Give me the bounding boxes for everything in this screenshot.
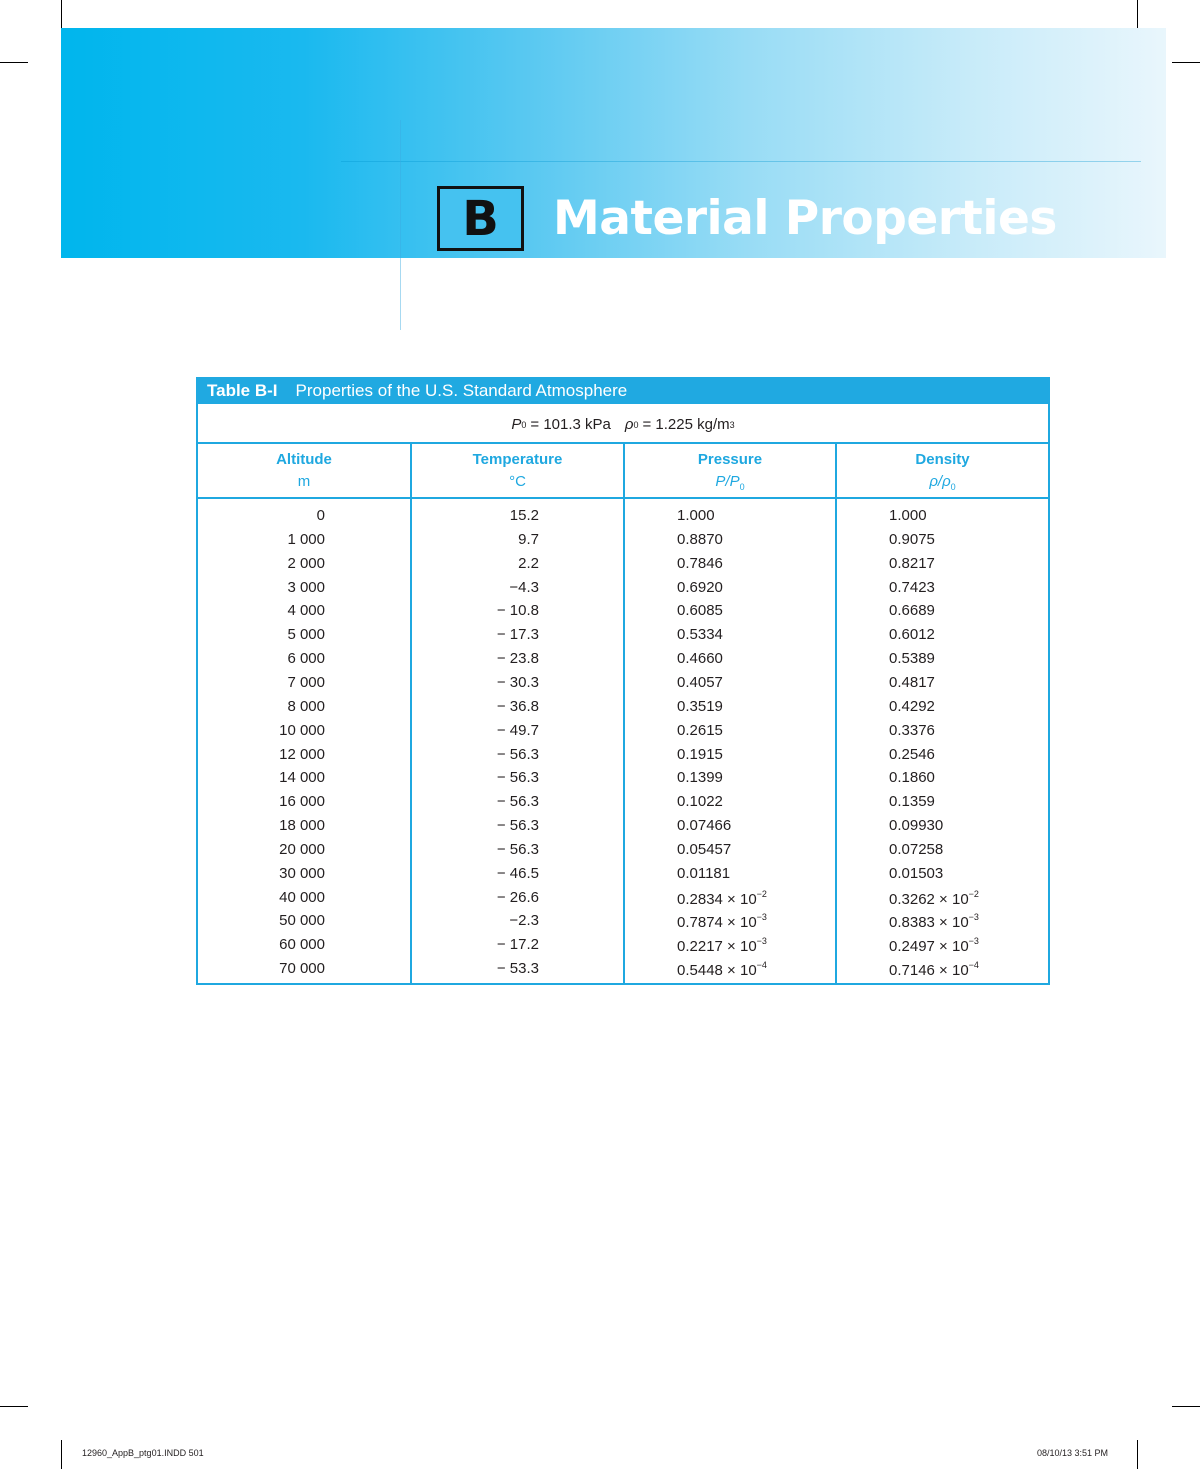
- cell-value: 0.07466: [677, 817, 732, 834]
- cell-value: 0.05457: [677, 841, 732, 858]
- column-unit: °C: [509, 473, 526, 490]
- cell-value: 2.2: [518, 555, 539, 572]
- cell-value: 0.5448 × 10: [677, 962, 757, 979]
- cell-altitude: [220, 722, 325, 739]
- cell-pressure: [677, 746, 827, 763]
- cell-value: 18 000: [279, 817, 325, 834]
- cell-value: − 49.7: [496, 722, 539, 739]
- cell-temperature: [440, 746, 539, 763]
- cell-value: 1 000: [287, 531, 325, 548]
- cell-value: − 56.3: [496, 769, 539, 786]
- cell-altitude: [220, 817, 325, 834]
- cell-value: − 53.3: [496, 960, 539, 977]
- cell-value: 7 000: [287, 674, 325, 691]
- cell-value: − 56.3: [496, 746, 539, 763]
- cell-value: 0.4817: [889, 674, 935, 691]
- cell-value: − 17.2: [496, 936, 539, 953]
- cell-value: 0.07258: [889, 841, 944, 858]
- cell-value: 0.7874 × 10: [677, 914, 757, 931]
- cell-value: 0.1915: [677, 746, 723, 763]
- cell-value: 0.4660: [677, 650, 723, 667]
- cell-value: 15.2: [509, 507, 539, 524]
- crop-mark: [1172, 62, 1200, 63]
- cell-pressure: [677, 889, 827, 908]
- cell-value: 0.7146 × 10: [889, 962, 969, 979]
- cell-altitude: [220, 912, 325, 929]
- cell-pressure: [677, 579, 827, 596]
- cell-density: [889, 507, 1039, 524]
- cell-pressure: [677, 555, 827, 572]
- cell-value: − 36.8: [496, 698, 539, 715]
- cell-exponent: −4: [968, 960, 979, 970]
- column-unit-subscript: 0: [950, 482, 956, 492]
- cell-value: 3 000: [287, 579, 325, 596]
- cell-temperature: [440, 960, 539, 977]
- column-unit: ρ/ρ: [929, 473, 951, 490]
- banner-rule: [400, 120, 401, 330]
- cell-value: 4 000: [287, 602, 325, 619]
- cell-value: 0.2615: [677, 722, 723, 739]
- cell-value: − 56.3: [496, 817, 539, 834]
- column-unit: P/P: [715, 473, 740, 490]
- table-constants: [196, 406, 1050, 443]
- crop-mark: [1137, 0, 1138, 28]
- cell-value: − 56.3: [496, 841, 539, 858]
- cell-temperature: [440, 817, 539, 834]
- column-name: Temperature: [472, 451, 563, 468]
- column-unit-subscript: 0: [739, 482, 745, 492]
- cell-altitude: [220, 531, 325, 548]
- cell-value: 0.5389: [889, 650, 935, 667]
- table-caption: [196, 377, 1050, 404]
- cell-value: 1.000: [889, 507, 927, 524]
- cell-value: 0.3262 × 10: [889, 891, 969, 908]
- cell-value: − 26.6: [496, 889, 539, 906]
- cell-value: 0.2217 × 10: [677, 938, 757, 955]
- p0-symbol: P: [511, 416, 522, 433]
- cell-pressure: [677, 817, 827, 834]
- p0-subscript: 0: [521, 419, 527, 430]
- column-header-altitude: [198, 449, 410, 493]
- cell-density: [889, 793, 1039, 810]
- column-name: Altitude: [276, 451, 332, 468]
- footer-timestamp: 08/10/13 3:51 PM: [1037, 1448, 1109, 1458]
- rho0-unit-exponent: 3: [729, 419, 735, 430]
- cell-value: 0: [316, 507, 325, 524]
- cell-value: 0.1399: [677, 769, 723, 786]
- cell-value: 2 000: [287, 555, 325, 572]
- cell-temperature: [440, 602, 539, 619]
- cell-value: 0.1022: [677, 793, 723, 810]
- cell-value: − 46.5: [496, 865, 539, 882]
- cell-value: 0.6689: [889, 602, 935, 619]
- cell-value: 0.8217: [889, 555, 935, 572]
- cell-exponent: −3: [968, 912, 979, 922]
- cell-value: 0.1359: [889, 793, 935, 810]
- column-divider: [410, 443, 412, 985]
- cell-pressure: [677, 531, 827, 548]
- cell-value: 0.9075: [889, 531, 935, 548]
- cell-value: 8 000: [287, 698, 325, 715]
- cell-temperature: [440, 674, 539, 691]
- cell-pressure: [677, 626, 827, 643]
- cell-value: 60 000: [279, 936, 325, 953]
- crop-mark: [61, 0, 62, 28]
- cell-pressure: [677, 769, 827, 786]
- cell-exponent: −3: [756, 936, 767, 946]
- cell-exponent: −2: [756, 889, 767, 899]
- cell-pressure: [677, 698, 827, 715]
- cell-temperature: [440, 722, 539, 739]
- crop-mark: [0, 62, 28, 63]
- cell-temperature: [440, 650, 539, 667]
- cell-density: [889, 746, 1039, 763]
- cell-altitude: [220, 841, 325, 858]
- cell-density: [889, 841, 1039, 858]
- column-divider: [835, 443, 837, 985]
- cell-value: −2.3: [509, 912, 539, 929]
- cell-value: 0.2834 × 10: [677, 891, 757, 908]
- cell-pressure: [677, 912, 827, 931]
- cell-value: 0.6012: [889, 626, 935, 643]
- cell-value: 16 000: [279, 793, 325, 810]
- cell-value: 1.000: [677, 507, 715, 524]
- crop-mark: [61, 1440, 62, 1469]
- cell-value: 0.7423: [889, 579, 935, 596]
- footer-file-info: 12960_AppB_ptg01.INDD 501: [82, 1448, 204, 1458]
- cell-altitude: [220, 507, 325, 524]
- page-title: Material Properties: [553, 191, 1057, 246]
- cell-temperature: [440, 793, 539, 810]
- cell-temperature: [440, 531, 539, 548]
- cell-altitude: [220, 865, 325, 882]
- cell-value: 10 000: [279, 722, 325, 739]
- cell-value: 0.3376: [889, 722, 935, 739]
- cell-value: 0.8383 × 10: [889, 914, 969, 931]
- column-divider: [623, 443, 625, 985]
- cell-temperature: [440, 865, 539, 882]
- cell-density: [889, 769, 1039, 786]
- cell-value: 0.6920: [677, 579, 723, 596]
- cell-pressure: [677, 507, 827, 524]
- cell-value: 9.7: [518, 531, 539, 548]
- cell-altitude: [220, 960, 325, 977]
- table-label: Table B-I: [207, 381, 278, 400]
- column-header-density: [837, 449, 1048, 498]
- cell-exponent: −3: [968, 936, 979, 946]
- cell-value: 0.7846: [677, 555, 723, 572]
- cell-density: [889, 865, 1039, 882]
- cell-value: 40 000: [279, 889, 325, 906]
- cell-temperature: [440, 889, 539, 906]
- rho0-subscript: 0: [633, 419, 639, 430]
- cell-altitude: [220, 889, 325, 906]
- cell-pressure: [677, 841, 827, 858]
- cell-temperature: [440, 698, 539, 715]
- cell-value: 20 000: [279, 841, 325, 858]
- cell-altitude: [220, 555, 325, 572]
- cell-value: 14 000: [279, 769, 325, 786]
- cell-pressure: [677, 865, 827, 882]
- cell-altitude: [220, 769, 325, 786]
- cell-value: 12 000: [279, 746, 325, 763]
- cell-altitude: [220, 626, 325, 643]
- cell-density: [889, 722, 1039, 739]
- cell-value: 0.5334: [677, 626, 723, 643]
- cell-value: 6 000: [287, 650, 325, 667]
- column-name: Density: [915, 451, 970, 468]
- column-name: Pressure: [697, 451, 763, 468]
- crop-mark: [0, 1406, 28, 1407]
- cell-altitude: [220, 579, 325, 596]
- cell-value: − 56.3: [496, 793, 539, 810]
- cell-density: [889, 674, 1039, 691]
- cell-exponent: −3: [756, 912, 767, 922]
- cell-altitude: [220, 746, 325, 763]
- rho0-symbol: ρ: [624, 416, 634, 433]
- cell-pressure: [677, 936, 827, 955]
- cell-value: 0.2546: [889, 746, 935, 763]
- cell-value: 50 000: [279, 912, 325, 929]
- cell-temperature: [440, 579, 539, 596]
- cell-temperature: [440, 912, 539, 929]
- cell-density: [889, 650, 1039, 667]
- appendix-letter: B: [437, 186, 524, 251]
- p0-value: = 101.3 kPa: [530, 416, 611, 433]
- cell-pressure: [677, 674, 827, 691]
- cell-value: 0.3519: [677, 698, 723, 715]
- cell-value: − 10.8: [496, 602, 539, 619]
- cell-pressure: [677, 793, 827, 810]
- cell-altitude: [220, 793, 325, 810]
- cell-altitude: [220, 674, 325, 691]
- cell-temperature: [440, 936, 539, 953]
- cell-density: [889, 889, 1039, 908]
- cell-pressure: [677, 650, 827, 667]
- crop-mark: [1172, 1406, 1200, 1407]
- rho0-value: = 1.225 kg/m: [642, 416, 730, 433]
- cell-value: 0.1860: [889, 769, 935, 786]
- cell-density: [889, 555, 1039, 572]
- cell-altitude: [220, 936, 325, 953]
- cell-value: 0.4292: [889, 698, 935, 715]
- cell-value: 70 000: [279, 960, 325, 977]
- cell-value: −4.3: [509, 579, 539, 596]
- cell-density: [889, 626, 1039, 643]
- cell-temperature: [440, 841, 539, 858]
- cell-value: 0.6085: [677, 602, 723, 619]
- cell-altitude: [220, 650, 325, 667]
- cell-temperature: [440, 507, 539, 524]
- column-unit: m: [297, 473, 311, 490]
- cell-density: [889, 912, 1039, 931]
- cell-exponent: −2: [968, 889, 979, 899]
- banner-rule: [341, 161, 1141, 162]
- cell-density: [889, 960, 1039, 979]
- cell-value: 0.01503: [889, 865, 944, 882]
- cell-temperature: [440, 555, 539, 572]
- cell-value: − 30.3: [496, 674, 539, 691]
- cell-exponent: −4: [756, 960, 767, 970]
- cell-value: 5 000: [287, 626, 325, 643]
- cell-value: 30 000: [279, 865, 325, 882]
- cell-pressure: [677, 722, 827, 739]
- cell-value: − 23.8: [496, 650, 539, 667]
- crop-mark: [1137, 1440, 1138, 1469]
- cell-value: 0.09930: [889, 817, 944, 834]
- cell-value: 0.8870: [677, 531, 723, 548]
- cell-density: [889, 698, 1039, 715]
- cell-density: [889, 936, 1039, 955]
- cell-temperature: [440, 626, 539, 643]
- cell-pressure: [677, 960, 827, 979]
- cell-altitude: [220, 698, 325, 715]
- cell-altitude: [220, 602, 325, 619]
- cell-pressure: [677, 602, 827, 619]
- cell-value: − 17.3: [496, 626, 539, 643]
- cell-value: 0.01181: [677, 865, 731, 882]
- table-title: Properties of the U.S. Standard Atmosphere: [295, 381, 628, 400]
- cell-density: [889, 531, 1039, 548]
- cell-value: 0.4057: [677, 674, 723, 691]
- cell-density: [889, 602, 1039, 619]
- column-header-pressure: [625, 449, 835, 498]
- cell-temperature: [440, 769, 539, 786]
- cell-density: [889, 817, 1039, 834]
- cell-density: [889, 579, 1039, 596]
- cell-value: 0.2497 × 10: [889, 938, 969, 955]
- column-header-temperature: [412, 449, 623, 493]
